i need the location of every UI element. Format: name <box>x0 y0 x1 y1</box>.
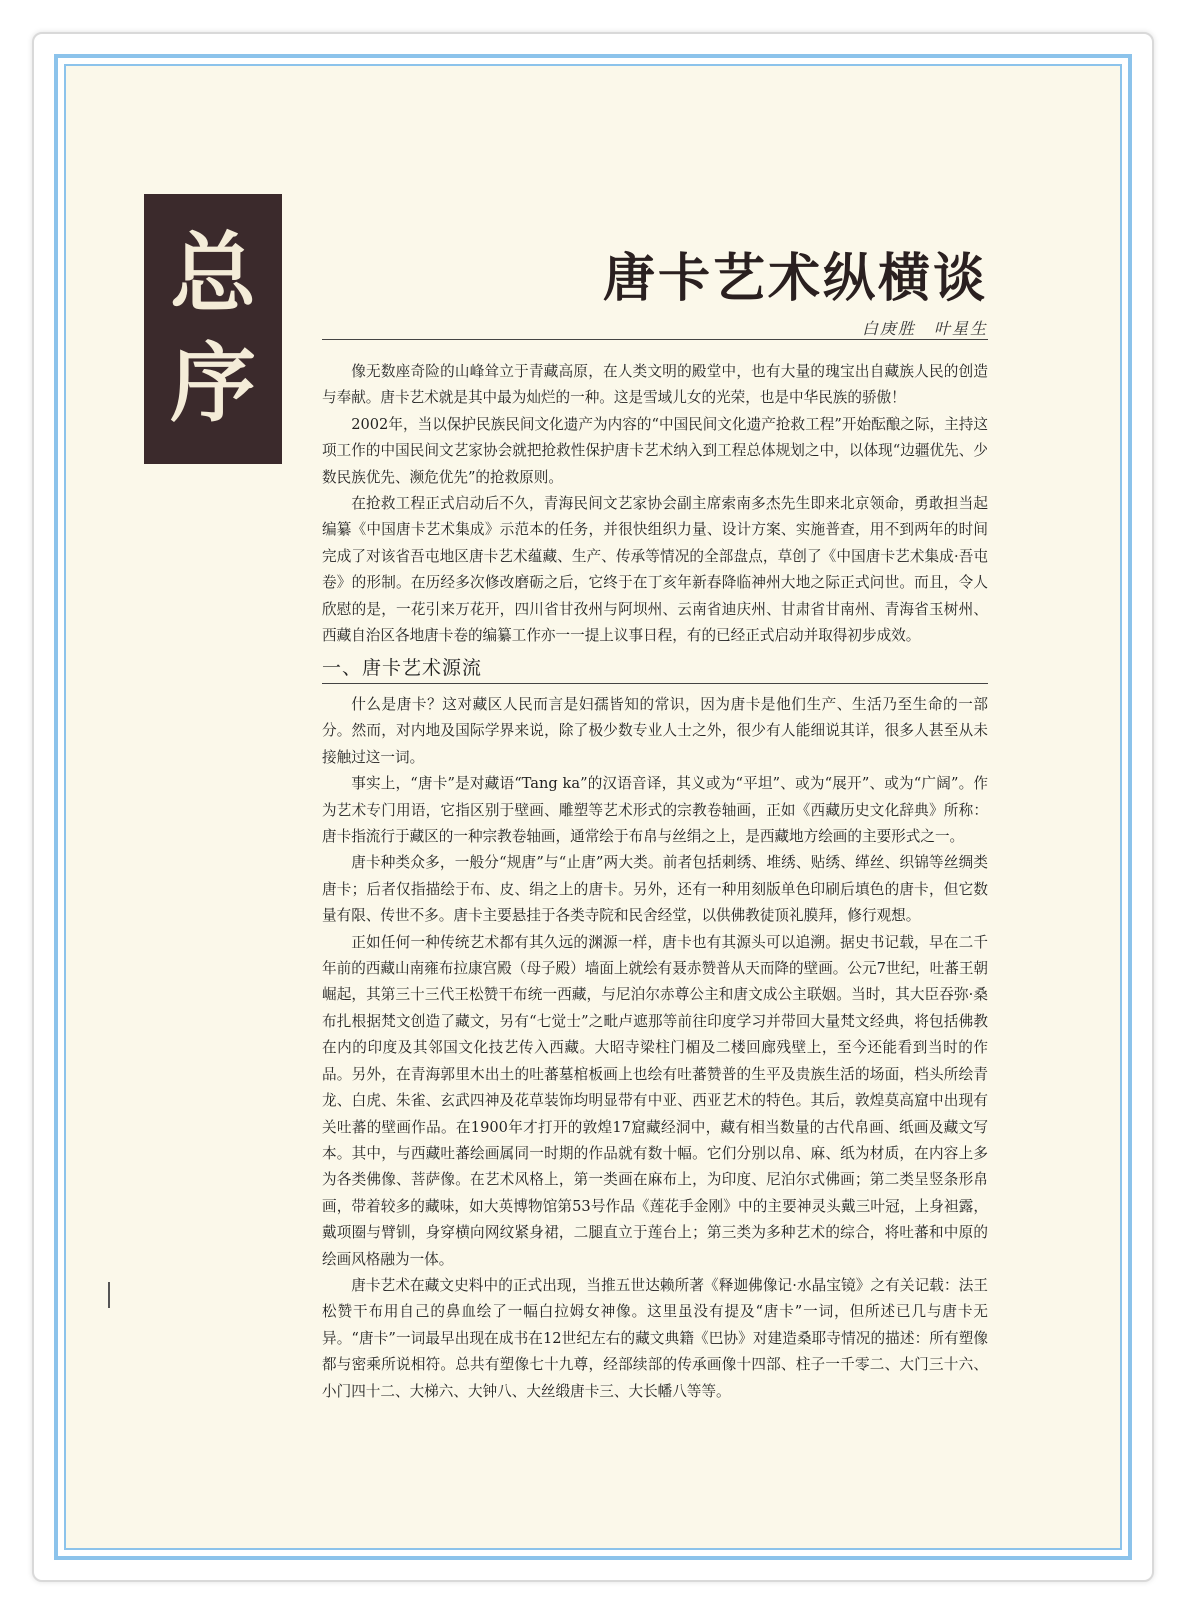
paragraph: 正如任何一种传统艺术都有其久远的渊源一样，唐卡也有其源头可以追溯。据史书记载，早在二千年前的西藏山南雍布拉康宫殿（母子殿）墙面上就绘有聂赤赞普从天而降的壁画。公元7世纪，吐蕃王朝崛起，其第三十三代王松赞干布统一西藏，与尼泊尔赤尊公主和唐文成公主联姻。当时，其大臣吞弥·桑布扎根据梵文创造了藏文，另有“七觉士”之毗卢遮那等前往印度学习并带回大量梵文经典，将包括佛教在内的印度及其邻国文化技艺传入西藏。大昭寺梁柱门楣及二楼回廊残壁上，至今还能看到当时的作品。另外，在青海郭里木出土的吐蕃墓棺板画上也绘有吐蕃赞普的生平及贵族生活的场面，档头所绘青龙、白虎、朱雀、玄武四神及花草装饰均明显带有中亚、西亚艺术的特色。其后，敦煌莫高窟中出现有关吐蕃的壁画作品。在1900年才打开的敦煌17窟藏经洞中，藏有相当数量的古代帛画、纸画及藏文写本。其中，与西藏吐蕃绘画属同一时期的作品就有数十幅。它们分别以帛、麻、纸为材质，在内容上多为各类佛像、菩萨像。在艺术风格上，第一类画在麻布上，为印度、尼泊尔式佛画；第二类呈竖条形帛画，带着较多的藏味，如大英博物馆第53号作品《莲花手金刚》中的主要神灵头戴三叶冠，上身袒露，戴项圈与臂钏，身穿横向网纹紧身裙，二腿直立于莲台上；第三类为多种艺术的综合，将吐蕃和中原的绘画风格融为一体。 <box>322 933 989 1268</box>
title-divider <box>322 339 988 340</box>
section-label-char-2: 序 <box>170 333 256 434</box>
intro-text <box>322 359 988 649</box>
section-label-tab <box>144 194 282 464</box>
section-text <box>322 692 988 1405</box>
article-title: 唐卡艺术纵横谈 <box>602 248 988 309</box>
paragraph: 唐卡艺术在藏文史料中的正式出现，当推五世达赖所著《释迦佛像记·水晶宝镜》之有关记载：法王松赞干布用自己的鼻血绘了一幅白拉姆女神像。这里虽没有提及“唐卡”一词，但所述已几与唐卡无异。“唐卡”一词最早出现在成书在12世纪左右的藏文典籍《巴协》对建造桑耶寺情况的描述：所有塑像都与密乘所说相符。总共有塑像七十九尊，经部续部的传承画像十四部、柱子一千零二、大门三十六、小门四十二、大梯六、大钟八、大丝缎唐卡三、大长幡八等等。 <box>322 1276 988 1400</box>
section-heading: 一、唐卡艺术源流 <box>322 653 988 684</box>
article-authors: 白庚胜 叶星生 <box>861 319 988 338</box>
paragraph: 在抢救工程正式启动后不久，青海民间文艺家协会副主席索南多杰先生即来北京领命，勇敢担当起编纂《中国唐卡艺术集成》示范本的任务，并很快组织力量、设计方案、实施普查，用不到两年的时间完成了对该省吾屯地区唐卡艺术蕴藏、生产、传承等情况的全部盘点，草创了《中国唐卡艺术集成·吾屯卷》的形制。在历经多次修改磨砺之后，它终于在丁亥年新春降临神州大地之际正式问世。而且，令人欣慰的是，一花引来万花开，四川省甘孜州与阿坝州、云南省迪庆州、甘肃省甘南州、青海省玉树州、西藏自治区各地唐卡卷的编纂工作亦一一提上议事日程，有的已经正式启动并取得初步成效。 <box>322 495 988 645</box>
paragraph: 什么是唐卡？这对藏区人民而言是妇孺皆知的常识，因为唐卡是他们生产、生活乃至生命的一部分。然而，对内地及国际学界来说，除了极少数专业人士之外，很少有人能细说其详，很多人甚至从未接触过这一词。 <box>322 696 988 766</box>
margin-mark <box>108 1282 110 1308</box>
paragraph: 唐卡种类众多，一般分“规唐”与“止唐”两大类。前者包括刺绣、堆绣、贴绣、缂丝、织锦等丝绸类唐卡；后者仅指描绘于布、皮、绢之上的唐卡。另外，还有一种用刻版单色印刷后填色的唐卡，但它数量有限、传世不多。唐卡主要悬挂于各类寺院和民舍经堂，以供佛教徒顶礼膜拜，修行观想。 <box>322 854 988 925</box>
section-label-char-1: 总 <box>170 223 256 324</box>
paragraph: 像无数座奇险的山峰耸立于青藏高原，在人类文明的殿堂中，也有大量的瑰宝出自藏族人民的创造与奉献。唐卡艺术就是其中最为灿烂的一种。这是雪域儿女的光荣，也是中华民族的骄傲！ <box>322 363 988 407</box>
paragraph: 2002年，当以保护民族民间文化遗产为内容的“中国民间文化遗产抢救工程”开始酝酿之际，主持这项工作的中国民间文艺家协会就把抢救性保护唐卡艺术纳入到工程总体规划之中，以体现“边疆优先、少数民族优先、濒危优先”的抢救原则。 <box>322 415 988 486</box>
paragraph: 事实上，“唐卡”是对藏语“Tang ka”的汉语音译，其义或为“平坦”、或为“展开”、或为“广阔”。作为艺术专门用语，它指区别于壁画、雕塑等艺术形式的宗教卷轴画，正如《西藏历史文化辞典》所称：唐卡指流行于藏区的一种宗教卷轴画，通常绘于布帛与丝绢之上，是西藏地方绘画的主要形式之一。 <box>322 775 988 846</box>
